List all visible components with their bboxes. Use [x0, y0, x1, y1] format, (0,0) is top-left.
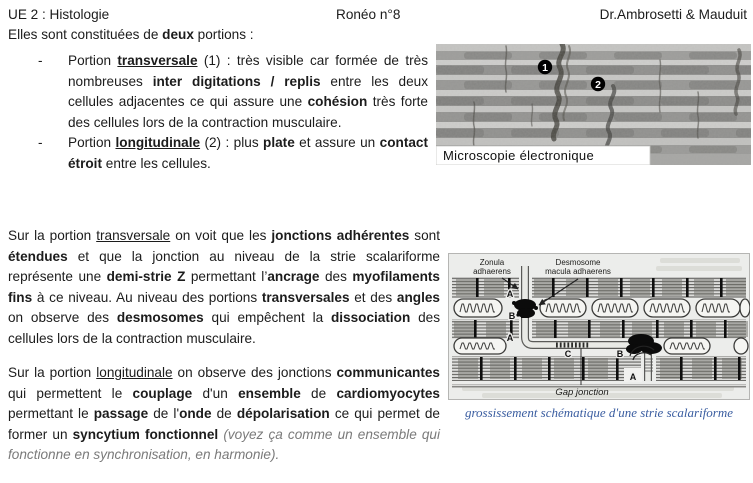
zonula-label-line1: Zonula — [479, 258, 505, 267]
text-run: transversales — [261, 289, 350, 305]
text-run: qui empêchent la — [203, 310, 331, 326]
text-run: onde — [179, 406, 212, 422]
text-run: dissociation — [330, 310, 411, 326]
text-run: entre les deux cellules adjacentes ce qui assure une — [68, 73, 428, 110]
text-run: qui permettent le — [8, 385, 133, 401]
text-run: Portion — [68, 135, 116, 151]
bullet-dash: - — [38, 135, 43, 151]
text-run: communicantes — [336, 365, 440, 380]
text-run: entre les cellules. — [101, 155, 211, 171]
text-run: Sur la portion — [8, 365, 97, 380]
text-run: on observe des — [8, 310, 117, 326]
text-run: inter digitations / replis — [152, 73, 321, 89]
bullet-dash: - — [38, 53, 43, 68]
text-run: ancrage — [267, 269, 320, 285]
text-run: et que la jonction au niveau de la strie scalariforme représente une — [8, 248, 440, 285]
text-run: et assure un — [294, 135, 380, 151]
text-run: longitudinale — [96, 365, 173, 380]
text-run: de l' — [148, 406, 180, 422]
list-item — [8, 51, 428, 133]
bullet-longitudinale-text — [68, 133, 428, 174]
gap-junction-label: Gap jonction — [555, 387, 609, 398]
text-run: permettant le — [8, 406, 94, 422]
text-run: (2) : plus — [200, 135, 264, 151]
text-run: très forte des cellules lors de la contraction musculaire. — [68, 94, 428, 130]
text-run: de — [300, 385, 337, 401]
marker-a2: A — [506, 333, 514, 343]
text-run: ce qui permet de former un — [8, 406, 440, 442]
text-run: étendues — [8, 248, 68, 264]
text-run: myofilaments fins — [8, 269, 440, 305]
em-badge-1-number: 1 — [542, 62, 548, 74]
text-run: jonctions adhérentes — [271, 228, 410, 243]
text-run: permettant l’ — [185, 269, 268, 285]
text-run: des — [319, 269, 353, 285]
paragraph-transversale — [8, 226, 440, 350]
bullet-transversale-text — [68, 51, 428, 133]
text-run: Sur la portion — [8, 228, 97, 243]
em-caption-box — [436, 146, 650, 165]
text-run: cardiomyocytes — [336, 385, 440, 401]
diagram-caption: grossissement schématique d'une strie scalariforme — [464, 405, 734, 420]
text-run: à ce niveau. Au niveau des portions — [32, 289, 262, 305]
text-run: transversale — [117, 53, 198, 68]
text-run: couplage — [132, 385, 193, 401]
text-run: on voit que les — [170, 228, 272, 243]
text-run: longitudinale — [115, 135, 201, 151]
text-run: (1) : très visible car formée de très nombreuses — [68, 53, 428, 89]
issue-number: Ronéo n°8 — [336, 7, 401, 22]
text-run: syncytium fonctionnel — [72, 426, 224, 442]
portions-bullet-list — [8, 51, 428, 175]
em-badge-2-number: 2 — [595, 79, 601, 91]
text-run: dépolarisation — [236, 406, 330, 422]
authors: Dr.Ambrosetti & Mauduit — [599, 7, 747, 22]
list-item — [8, 133, 428, 174]
scalariform-diagram-figure — [448, 253, 750, 400]
marker-b1: B — [508, 311, 516, 321]
em-caption: Microscopie électronique — [443, 148, 594, 163]
zonula-label-line2: adhaerens — [473, 267, 511, 276]
text-run: passage — [93, 406, 149, 422]
em-micrograph-figure — [436, 44, 751, 165]
course-title: UE 2 : Histologie — [8, 7, 110, 22]
marker-c: C — [564, 349, 572, 359]
intro-sentence — [8, 27, 440, 42]
text-run: portions : — [193, 27, 254, 42]
text-run: des cellules lors de la contraction musculaire. — [8, 310, 441, 346]
text-run: Elles sont constituées de — [8, 27, 163, 42]
marker-b2: B — [616, 349, 624, 359]
desmosome-label-line1: Desmosome — [555, 258, 601, 267]
text-run: Portion — [68, 53, 118, 68]
text-run: d'un — [192, 385, 239, 401]
text-run: angles — [396, 289, 440, 305]
em-badge-2 — [591, 77, 605, 91]
text-run: contact étroit — [68, 135, 428, 171]
text-run: plate — [263, 135, 295, 151]
page-header — [0, 7, 753, 24]
text-run: sont — [409, 228, 440, 243]
myofibril-bands — [452, 277, 748, 381]
marker-a1: A — [506, 289, 514, 299]
text-run: deux — [162, 27, 194, 42]
text-run: demi-strie Z — [106, 269, 186, 285]
desmosome-label-line2: macula adhaerens — [545, 267, 611, 276]
text-run: on observe des jonctions — [172, 365, 337, 380]
text-run: ensemble — [238, 385, 301, 401]
text-run: de — [211, 406, 237, 422]
marker-a3: A — [629, 372, 637, 382]
text-run: transversale — [96, 228, 171, 243]
em-badge-1 — [538, 60, 552, 74]
paragraph-longitudinale — [8, 363, 440, 466]
text-run: et des — [349, 289, 397, 305]
text-run: cohésion — [307, 94, 368, 110]
text-run: (voyez ça comme un ensemble qui fonctionne en synchronisation, en harmonie). — [8, 426, 440, 463]
text-run: desmosomes — [116, 310, 204, 326]
